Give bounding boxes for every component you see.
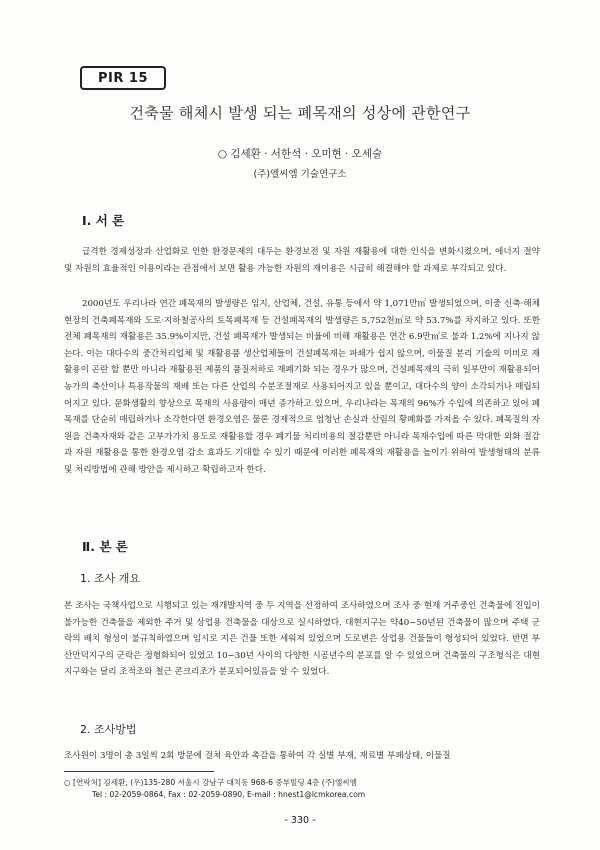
section-heading-body: Ⅱ. 본 론	[82, 539, 128, 554]
section-heading-introduction: Ⅰ. 서 론	[82, 213, 125, 228]
intro-paragraph-2: 2000년도 우리나라 연간 폐목재의 발생량은 임지, 산업체, 건설, 유통 등에서 약 1,071만㎥ 발생되었으며, 이중 신축·해체현장의 건축폐목재와 도로·지하철공사의 토목폐목재 등 건설폐목재의 발생량은 5,752천㎥로 약 53.7%를 차지하고 있다. 또한 전체 폐목재의 재활용은 35.9%이지만, 건설 폐목재가 발생되는 비율에 비해 재활용은 연간 6.9만㎥로 불과 1.2%에 지나지 않는다. 이는 대다수의 중간처리업체 및 재활용품 생산업체들이 건설폐목재는 파쇄가 쉽지 않으며, 이물질 분리 기술의 미비로 재활용이 곤란 할 뿐만 아니라 재활용된 제품의 품질저하로 재폐기화 되는 경우가 많으며, 건설폐목재의 극히 일부만이 재활용되어 농가의 축산이나 특용작물의 재배 또는 다른 산업의 수분조절재로 사용되어지고 있을 뿐이고, 대다수의 양이 소각되거나 매립되어지고 있다. 문화생활의 향상으로 목재의 사용량이 매년 증가하고 있으며, 우리나라는 목재의 96%가 수입에 의존하고 있어 폐목재를 단순히 매립하거나 소각한다면 환경오염은 물론 경제적으로 엄청난 손실과 산림의 황폐화를 가져올 수 있다. 폐목질의 자원을 건축자재와 같은 고부가가치 용도로 재활용할 경우 폐기물 처리비용의 절감뿐만 아니라 목재수입에 따른 막대한 외화 절감과 자원 재활용을 통한 환경오염 감소 효과도 기대할 수 있기 때문에 이러한 폐목재의 재활용을 높이기 위하여 발생형태의 분류 및 처리방법에 관해 방안을 제시하고 확립하고자 한다.	[64, 299, 540, 475]
footnote-contact-phone-email: Tel : 02-2059-0864, Fax : 02-2059-0890, E-mail : hnest1@lcmkorea.com	[92, 790, 366, 799]
survey-method-paragraph: 조사원이 3명이 총 3일씩 2회 방문에 걸쳐 육안과 촉감을 통하여 각 실별 부재, 재료별 부패상태, 이물질	[64, 751, 451, 761]
paper-id-tag: PIR 15	[80, 66, 166, 90]
footnote-divider	[64, 771, 214, 772]
subsection-heading-survey-overview: 1. 조사 개요	[80, 572, 140, 585]
page-number: - 330 -	[284, 815, 316, 826]
contact-footnote	[64, 777, 544, 801]
survey-overview-paragraph: 본 조사는 국책사업으로 시행되고 있는 재개발지역 중 두 지역을 선정하여 조사하였으며 조사 중 현재 거주중인 건축물에 진입이 불가능한 건축물을 제외한 주거 및 상업용 건축물을 대상으로 실시하였다. 대현지구는 약40~50년된 건축물이 많으며 주택 군락의 배치 형성이 불규칙하였으며 임시로 지은 건물 또한 세워져 있었으며 도로변은 상업용 건물들이 형성되어 있었다. 반면 부산만덕지구의 군락은 정형화되어 있었고 10~30년 사이의 다양한 시공년수의 분포를 알 수 있었으며 건축물의 구조형식은 대현지구와는 달리 조적조와 철근 콘크리조가 분포되어있음을 알 수 있었다.	[64, 601, 540, 678]
subsection-heading-survey-method: 2. 조사방법	[80, 723, 137, 736]
intro-paragraph-1: 급격한 경제성장과 산업화로 인한 환경문제의 대두는 환경보전 및 자원 재활용에 대한 인식을 변화시켰으며, 에너지 절약 및 자원의 효율적인 이용이라는 관점에서 보면 활용 가능한 자원의 재이용은 시급히 해결해야 할 과제로 부각되고 있다.	[64, 247, 540, 274]
author-list: ○ 김세환 · 서한석 · 오미현 · 오세술	[217, 148, 383, 160]
affiliation: (주)엘씨엠 기술연구소	[253, 169, 347, 180]
paper-title: 건축물 해체시 발생 되는 폐목재의 성상에 관한연구	[129, 104, 471, 122]
footnote-contact-address: ○ [연락처] 김세환, (우)135-280 서울시 강남구 대치동 968-6 중부빌딩 4층 (주)엘씨엠	[64, 778, 357, 787]
